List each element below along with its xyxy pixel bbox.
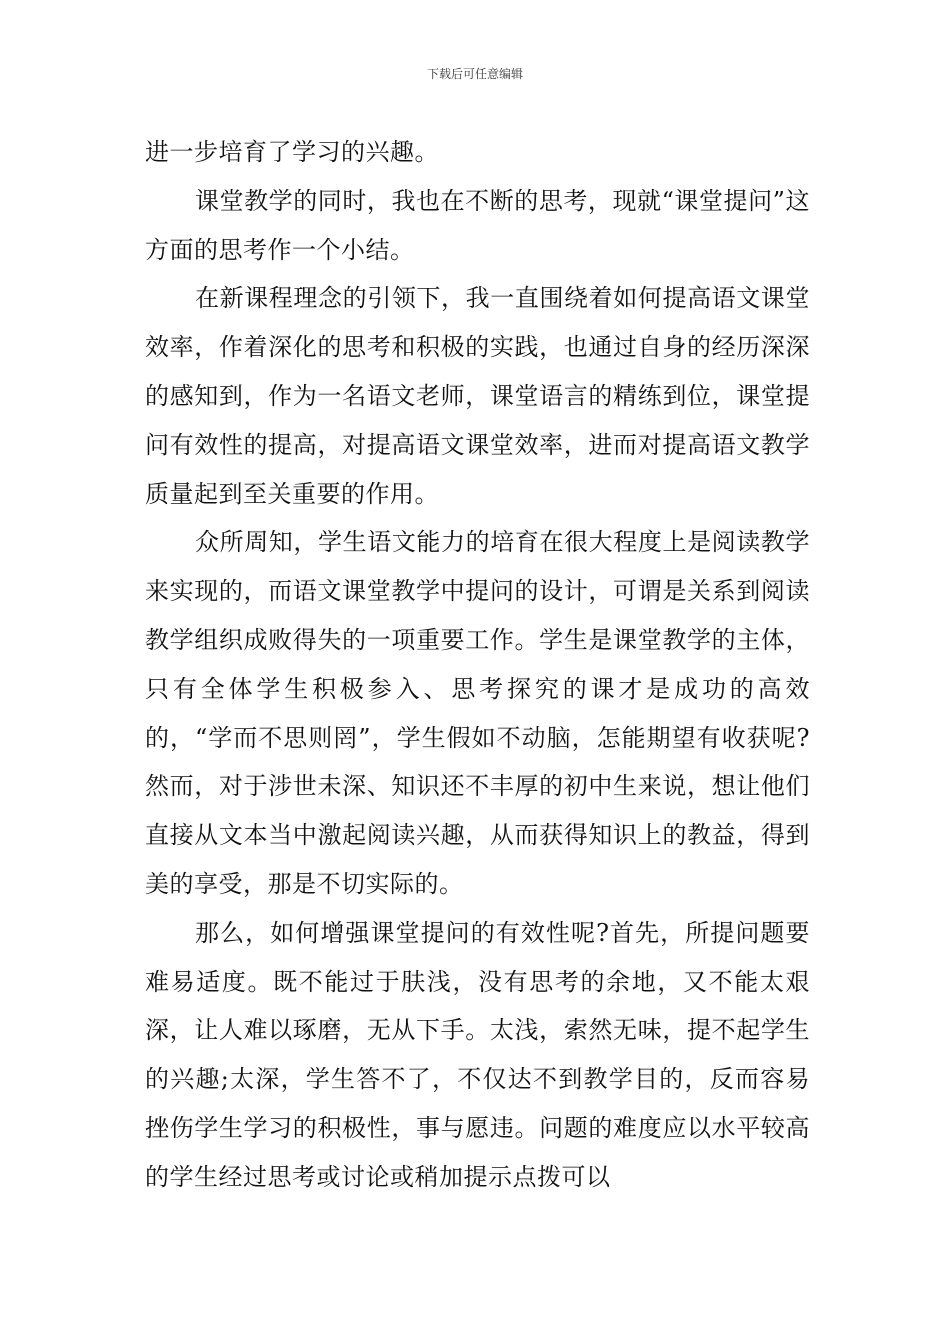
paragraph: 那么，如何增强课堂提问的有效性呢?首先，所提问题要难易适度。既不能过于肤浅，没有思考的余地，又不能太艰深，让人难以琢磨，无从下手。太浅，索然无味，提不起学生的兴趣;太深，学生答不了，不仅达不到教学目的，反而容易挫伤学生学习的积极性，事与愿违。问题的难度应以水平较高的学生经过思考或讨论或稍加提示点拨可以	[145, 918, 810, 1191]
paragraph-continuation: 进一步培育了学习的兴趣。	[145, 138, 439, 166]
document-body	[145, 128, 810, 1202]
paragraph: 众所周知，学生语文能力的培育在很大程度上是阅读教学来实现的，而语文课堂教学中提问的设计，可谓是关系到阅读教学组织成败得失的一项重要工作。学生是课堂教学的主体，只有全体学生积极参入、思考探究的课才是成功的高效的，“学而不思则罔”，学生假如不动脑，怎能期望有收获呢?然而，对于涉世未深、知识还不丰厚的初中生来说，想让他们直接从文本当中激起阅读兴趣，从而获得知识上的教益，得到美的享受，那是不切实际的。	[145, 528, 810, 898]
paragraph: 课堂教学的同时，我也在不断的思考，现就“课堂提问”这方面的思考作一个小结。	[145, 186, 810, 264]
page-header: 下载后可任意编辑	[426, 67, 523, 81]
paragraph: 在新课程理念的引领下，我一直围绕着如何提高语文课堂效率，作着深化的思考和积极的实践，也通过自身的经历深深的感知到，作为一名语文老师，课堂语言的精练到位，课堂提问有效性的提高，对提高语文课堂效率，进而对提高语文教学质量起到至关重要的作用。	[145, 284, 810, 508]
